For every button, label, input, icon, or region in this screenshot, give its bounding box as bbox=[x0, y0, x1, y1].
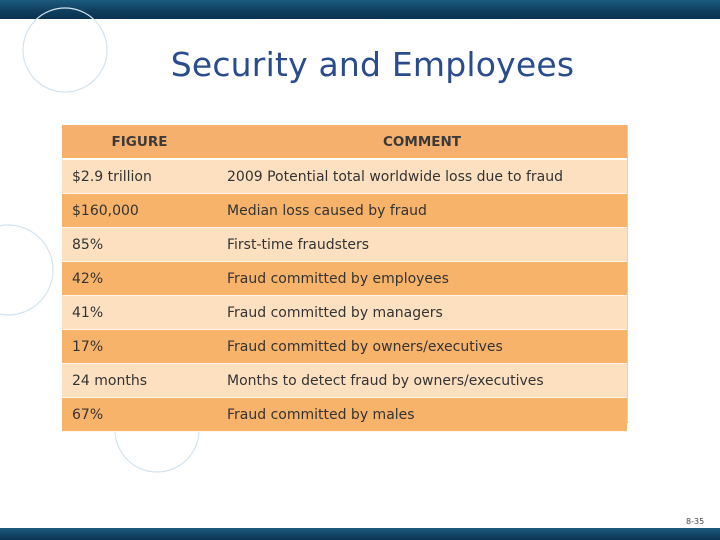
figure-cell: 17% bbox=[62, 330, 217, 364]
header-comment: COMMENT bbox=[217, 125, 627, 159]
figure-cell: 85% bbox=[62, 228, 217, 262]
comment-cell: Median loss caused by fraud bbox=[217, 194, 627, 228]
table-header-row bbox=[62, 125, 627, 159]
comment-cell: First-time fraudsters bbox=[217, 228, 627, 262]
decor-circle-left bbox=[0, 225, 53, 315]
table-row bbox=[62, 159, 627, 194]
figure-cell: 24 months bbox=[62, 364, 217, 398]
table-row bbox=[62, 398, 627, 432]
comment-cell: Fraud committed by males bbox=[217, 398, 627, 432]
figure-cell: 67% bbox=[62, 398, 217, 432]
table-row bbox=[62, 262, 627, 296]
comment-cell: Fraud committed by employees bbox=[217, 262, 627, 296]
figure-cell: 42% bbox=[62, 262, 217, 296]
figure-cell: $2.9 trillion bbox=[62, 159, 217, 194]
comment-cell: Fraud committed by owners/executives bbox=[217, 330, 627, 364]
table-row bbox=[62, 228, 627, 262]
top-banner bbox=[0, 0, 720, 19]
bottom-banner bbox=[0, 528, 720, 540]
page-number: 8-35 bbox=[686, 517, 705, 526]
figure-cell: $160,000 bbox=[62, 194, 217, 228]
table-row bbox=[62, 296, 627, 330]
table-row bbox=[62, 194, 627, 228]
table-row bbox=[62, 330, 627, 364]
comment-cell: 2009 Potential total worldwide loss due to fraud bbox=[217, 159, 627, 194]
header-figure: FIGURE bbox=[62, 125, 217, 159]
comment-cell: Fraud committed by managers bbox=[217, 296, 627, 330]
table-row bbox=[62, 364, 627, 398]
fraud-figures-table bbox=[62, 125, 628, 423]
slide-title: Security and Employees bbox=[170, 45, 575, 84]
comment-cell: Months to detect fraud by owners/executives bbox=[217, 364, 627, 398]
figure-cell: 41% bbox=[62, 296, 217, 330]
